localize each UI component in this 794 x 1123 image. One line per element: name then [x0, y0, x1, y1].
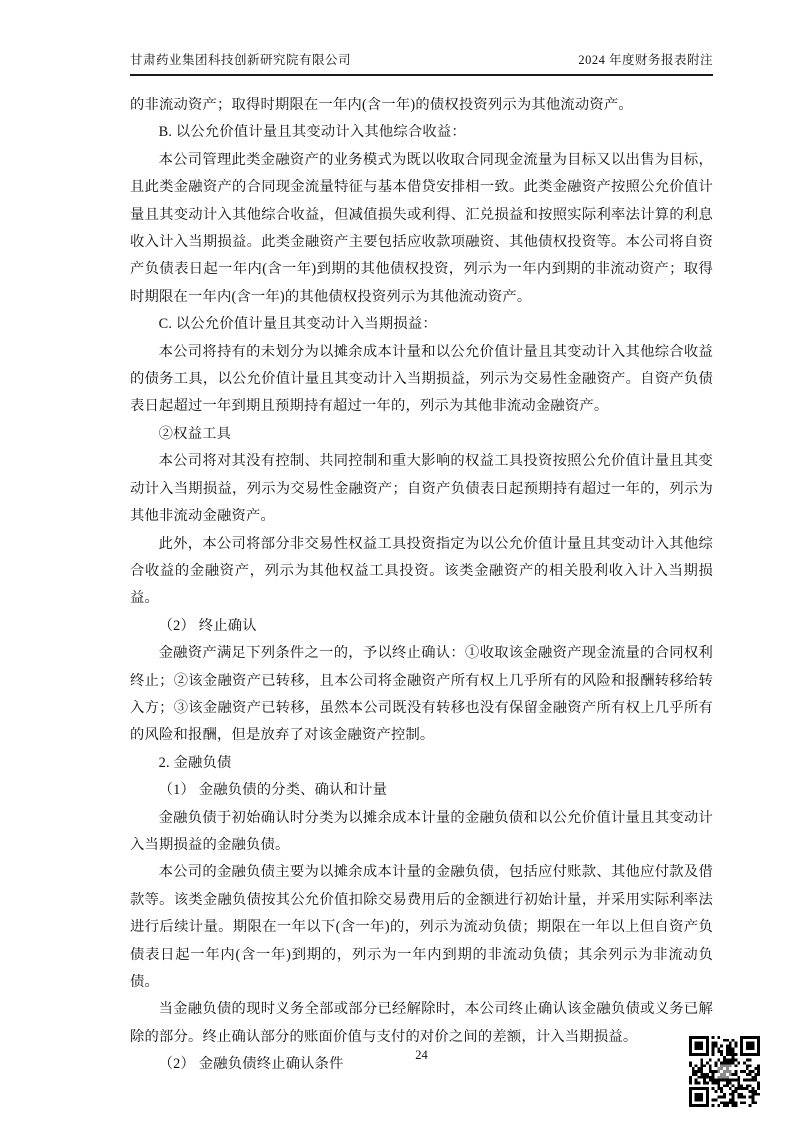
page-number: 24: [415, 1048, 428, 1062]
paragraph-heading-b: B. 以公允价值计量且其变动计入其他综合收益：: [158, 124, 466, 141]
paragraph: 本公司的金融负债主要为以摊余成本计量的金融负债，包括应付账款、其他应付款及借款等。该类金融负债按其公允价值扣除交易费用后的金额进行初始计量，并采用实际利率法进行后续计量。期限在一年以下(含一年)的，列示为流动负债；期限在一年以上但自资产负债表日起一年内(含一年)到期的，列示为一年内到期的非流动负债；其余列示为非流动负债。: [130, 864, 713, 990]
document-body: [130, 92, 713, 1079]
paragraph-heading-equity-instruments: ②权益工具: [158, 425, 232, 442]
header-doc-title: 2024 年度财务报表附注: [578, 53, 713, 67]
paragraph-heading-derecognition: （2） 终止确认: [158, 617, 257, 634]
paragraph: 本公司管理此类金融资产的业务模式为既以收取合同现金流量为目标又以出售为目标，且此类金融资产的合同现金流量特征与基本借贷安排相一致。此类金融资产按照公允价值计量且其变动计入其他综合收益，但减值损失或利得、汇兑损益和按照实际利率法计算的利息收入计入当期损益。此类金融资产主要包括应收款项融资、其他债权投资等。本公司将自资产负债表日起一年内(含一年)到期的其他债权投资，列示为一年内到期的非流动资产；取得时期限在一年内(含一年)的其他债权投资列示为其他流动资产。: [130, 151, 713, 305]
paragraph: 金融负债于初始确认时分类为以摊余成本计量的金融负债和以公允价值计量且其变动计入当期损益的金融负债。: [130, 809, 713, 853]
paragraph: 金融资产满足下列条件之一的，予以终止确认：①收取该金融资产现金流量的合同权利终止；②该金融资产已转移，且本公司将金融资产所有权上几乎所有的风险和报酬转移给转入方；③该金融资产已转移，虽然本公司既没有转移也没有保留金融资产所有权上几乎所有的风险和报酬，但是放弃了对该金融资产控制。: [130, 645, 713, 744]
paragraph: 此外，本公司将部分非交易性权益工具投资指定为以公允价值计量且其变动计入其他综合收益的金融资产，列示为其他权益工具投资。该类金融资产的相关股利收入计入当期损益。: [130, 535, 713, 607]
paragraph: 当金融负债的现时义务全部或部分已经解除时，本公司终止确认该金融负债或义务已解除的部分。终止确认部分的账面价值与支付的对价之间的差额，计入当期损益。: [130, 1001, 713, 1045]
paragraph-heading-classification: （1） 金融负债的分类、确认和计量: [158, 782, 388, 799]
paragraph-heading-c: C. 以公允价值计量且其变动计入当期损益：: [158, 316, 437, 333]
paragraph: 本公司将对其没有控制、共同控制和重大影响的权益工具投资按照公允价值计量且其变动计入当期损益，列示为交易性金融资产；自资产负债表日起预期持有超过一年的，列示为其他非流动金融资产。: [130, 453, 713, 525]
paragraph: 本公司将持有的未划分为以摊余成本计量和以公允价值计量且其变动计入其他综合收益的债务工具，以公允价值计量且其变动计入当期损益，列示为交易性金融资产。自资产负债表日起超过一年到期且预期持有超过一年的，列示为其他非流动金融资产。: [130, 343, 713, 415]
page-header: [130, 50, 713, 76]
qr-code-icon: [689, 1036, 760, 1107]
paragraph-heading-financial-liabilities: 2. 金融负债: [158, 754, 232, 771]
header-company-name: 甘肃药业集团科技创新研究院有限公司: [130, 53, 352, 67]
paragraph-heading-liability-derecognition: （2） 金融负债终止确认条件: [158, 1056, 344, 1073]
paragraph-continuation: 的非流动资产；取得时期限在一年内(含一年)的债权投资列示为其他流动资产。: [130, 97, 633, 113]
